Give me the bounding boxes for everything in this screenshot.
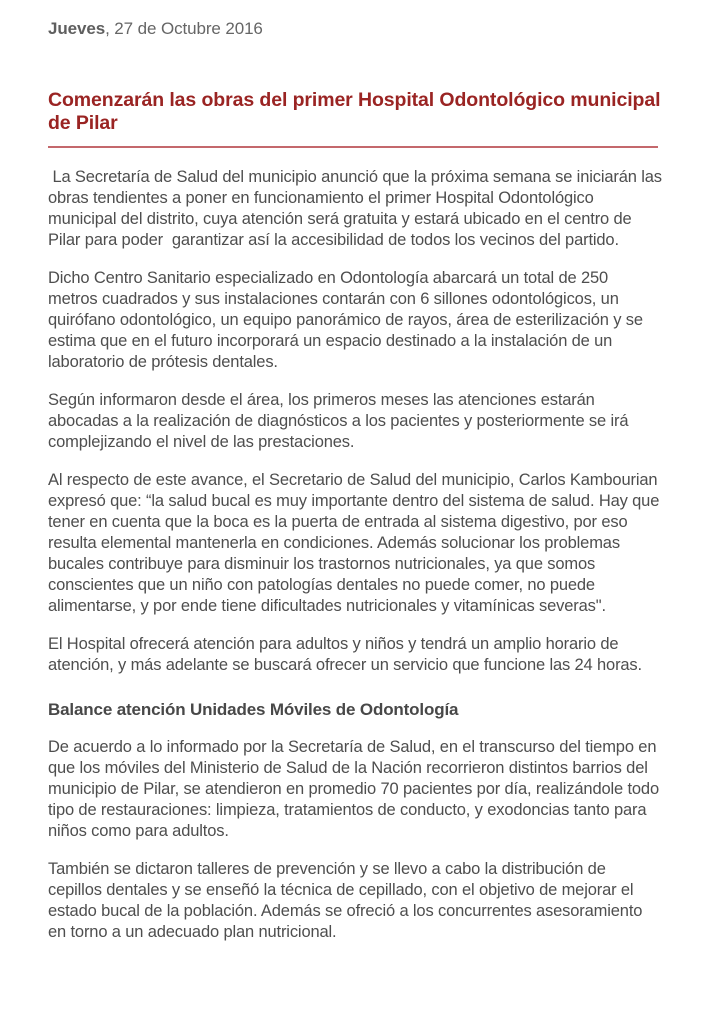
title-divider	[48, 146, 658, 148]
section-subheading: Balance atención Unidades Móviles de Odontología	[48, 700, 459, 719]
page-title: Comenzarán las obras del primer Hospital Odontológico municipal de Pilar	[48, 89, 661, 134]
article-paragraph: Dicho Centro Sanitario especializado en Odontología abarcará un total de 250 metros cuadrados y sus instalaciones contarán con 6 sillones odontológicos, un quirófano odontológico, un equipo panorámico de rayos, área de esterilización y se estima que en el futuro incorporará un espacio destinado a la instalación de un laboratorio de prótesis dentales.	[48, 269, 648, 371]
article-paragraph: La Secretaría de Salud del municipio anunció que la próxima semana se iniciarán las obras tendientes a poner en funcionamiento el primer Hospital Odontológico municipal del distrito, cuya atención será gratuita y estará ubicado en el centro de Pilar para poder garantizar así la accesibilidad de todos los vecinos del partido.	[48, 168, 667, 249]
article-paragraph: También se dictaron talleres de prevención y se llevo a cabo la distribución de cepillos dentales y se enseñó la técnica de cepillado, con el objetivo de mejorar el estado bucal de la población. Además se ofreció a los concurrentes asesoramiento en torno a un adecuado plan nutricional.	[48, 860, 647, 941]
article-date-day: Jueves	[48, 19, 106, 38]
article-paragraph: El Hospital ofrecerá atención para adultos y niños y tendrá un amplio horario de atención, y más adelante se buscará ofrecer un servicio que funcione las 24 horas.	[48, 635, 642, 674]
article-paragraph: De acuerdo a lo informado por la Secretaría de Salud, en el transcurso del tiempo en que los móviles del Ministerio de Salud de la Nación recorrieron distintos barrios del municipio de Pilar, se atendieron en promedio 70 pacientes por día, realizándole todo tipo de restauraciones: limpieza, tratamientos de conducto, y exodoncias tanto para niños como para adultos.	[48, 738, 664, 840]
article-body	[48, 167, 667, 943]
article-paragraph: Al respecto de este avance, el Secretario de Salud del municipio, Carlos Kambourian expresó que: “la salud bucal es muy importante dentro del sistema de salud. Hay que tener en cuenta que la boca es la puerta de entrada al sistema digestivo, por eso resulta elemental mantenerla en condiciones. Además solucionar los problemas bucales contribuye para disminuir los trastornos nutricionales, ya que somos conscientes que un niño con patologías dentales no puede comer, no puede alimentarse, y por ende tiene dificultades nutricionales y vitamínicas severas".	[48, 471, 664, 615]
article-paragraph: Según informaron desde el área, los primeros meses las atenciones estarán abocadas a la realización de diagnósticos a los pacientes y posteriormente se irá complejizando el nivel de las prestaciones.	[48, 391, 633, 451]
article-date	[48, 18, 662, 40]
article-date-rest: , 27 de Octubre 2016	[105, 19, 263, 38]
